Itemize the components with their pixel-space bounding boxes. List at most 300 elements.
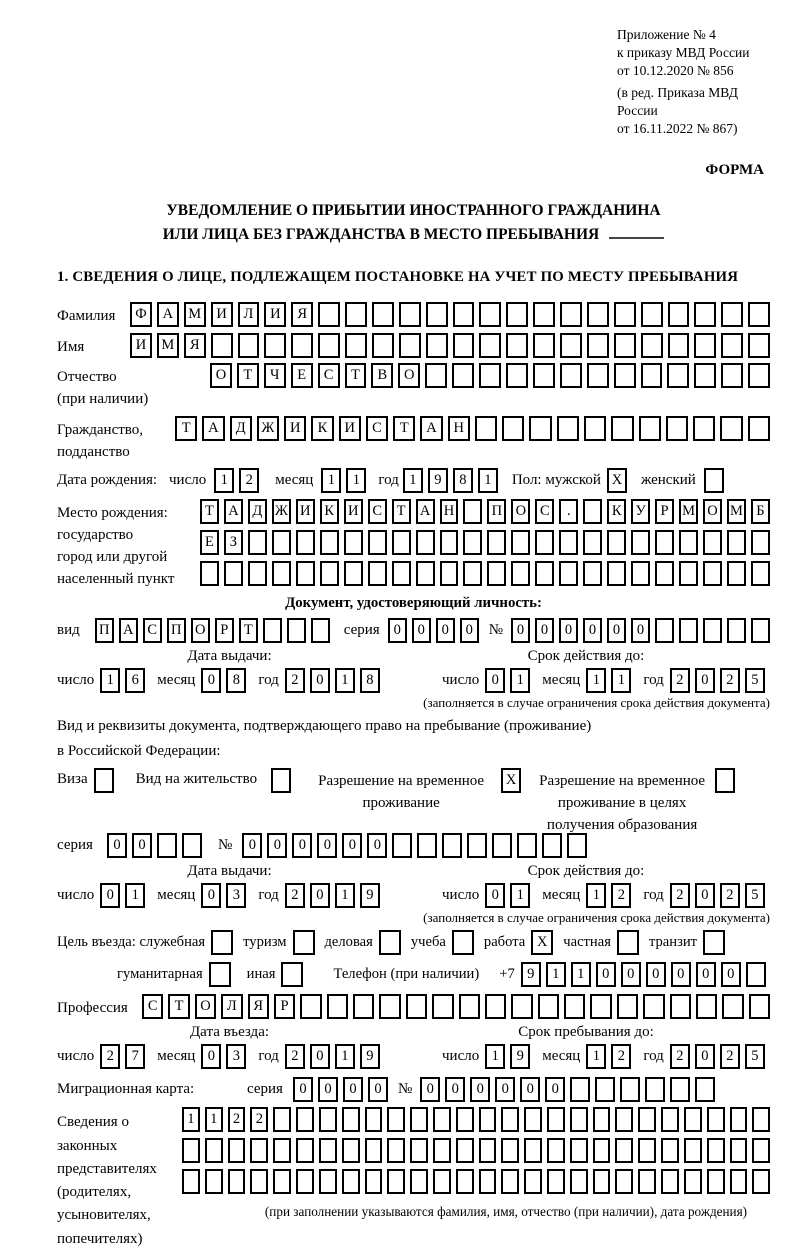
char-box[interactable]: Л [238, 302, 260, 327]
char-box[interactable]: Д [230, 416, 252, 441]
char-box[interactable] [319, 1138, 337, 1163]
humanitarian-checkbox[interactable] [209, 962, 231, 987]
char-box[interactable]: 0 [368, 1077, 388, 1102]
char-box[interactable]: 0 [318, 1077, 338, 1102]
char-box[interactable] [392, 530, 411, 555]
char-box[interactable] [248, 530, 267, 555]
char-box[interactable]: К [607, 499, 626, 524]
char-box[interactable]: 0 [607, 618, 626, 643]
char-box[interactable]: 1 [321, 468, 341, 493]
char-box[interactable]: 0 [445, 1077, 465, 1102]
char-box[interactable]: 0 [420, 1077, 440, 1102]
char-box[interactable] [638, 1107, 656, 1132]
char-box[interactable] [320, 561, 339, 586]
char-box[interactable] [547, 1169, 565, 1194]
char-box[interactable]: 1 [205, 1107, 223, 1132]
char-box[interactable] [487, 530, 506, 555]
char-box[interactable] [533, 302, 555, 327]
char-box[interactable]: И [339, 416, 361, 441]
char-box[interactable]: 9 [428, 468, 448, 493]
char-box[interactable]: 0 [436, 618, 455, 643]
char-box[interactable]: Т [392, 499, 411, 524]
char-box[interactable]: 0 [646, 962, 666, 987]
char-box[interactable] [406, 994, 427, 1019]
char-box[interactable] [342, 1169, 360, 1194]
char-box[interactable]: П [487, 499, 506, 524]
char-box[interactable] [250, 1169, 268, 1194]
char-box[interactable]: 1 [510, 883, 530, 908]
char-box[interactable]: 0 [100, 883, 120, 908]
char-box[interactable]: 2 [611, 883, 631, 908]
char-box[interactable] [694, 333, 716, 358]
char-box[interactable]: 0 [470, 1077, 490, 1102]
char-box[interactable] [704, 468, 724, 493]
char-box[interactable]: 1 [335, 1044, 355, 1069]
char-box[interactable] [695, 1077, 715, 1102]
char-box[interactable] [727, 561, 746, 586]
char-box[interactable]: П [167, 618, 186, 643]
char-box[interactable] [694, 302, 716, 327]
char-box[interactable] [501, 1169, 519, 1194]
char-box[interactable]: 8 [360, 668, 380, 693]
char-box[interactable] [615, 1169, 633, 1194]
char-box[interactable] [749, 994, 770, 1019]
char-box[interactable] [707, 1107, 725, 1132]
char-box[interactable] [392, 833, 412, 858]
char-box[interactable] [587, 333, 609, 358]
char-box[interactable] [387, 1169, 405, 1194]
char-box[interactable] [296, 561, 315, 586]
char-box[interactable] [479, 1169, 497, 1194]
char-box[interactable]: 2 [285, 668, 305, 693]
char-box[interactable] [645, 1077, 665, 1102]
char-box[interactable]: 2 [239, 468, 259, 493]
char-box[interactable]: 3 [226, 883, 246, 908]
char-box[interactable] [751, 618, 770, 643]
other-checkbox[interactable] [281, 962, 303, 987]
char-box[interactable]: 0 [107, 833, 127, 858]
char-box[interactable] [511, 561, 530, 586]
char-box[interactable]: С [368, 499, 387, 524]
char-box[interactable] [511, 530, 530, 555]
char-box[interactable] [250, 1138, 268, 1163]
char-box[interactable] [387, 1107, 405, 1132]
char-box[interactable] [617, 994, 638, 1019]
char-box[interactable] [456, 1138, 474, 1163]
char-box[interactable] [752, 1169, 770, 1194]
char-box[interactable]: С [142, 994, 163, 1019]
char-box[interactable] [559, 561, 578, 586]
char-box[interactable]: Ж [272, 499, 291, 524]
char-box[interactable] [722, 994, 743, 1019]
char-box[interactable]: 1 [586, 1044, 606, 1069]
char-box[interactable] [607, 530, 626, 555]
char-box[interactable]: Т [393, 416, 415, 441]
char-box[interactable] [211, 333, 233, 358]
char-box[interactable] [296, 1107, 314, 1132]
char-box[interactable]: 0 [721, 962, 741, 987]
char-box[interactable] [668, 333, 690, 358]
char-box[interactable]: И [344, 499, 363, 524]
char-box[interactable] [715, 768, 735, 793]
char-box[interactable] [365, 1138, 383, 1163]
char-box[interactable] [751, 561, 770, 586]
char-box[interactable]: А [420, 416, 442, 441]
char-box[interactable]: 7 [125, 1044, 145, 1069]
char-box[interactable]: Т [237, 363, 259, 388]
char-box[interactable]: Я [184, 333, 206, 358]
char-box[interactable] [287, 618, 306, 643]
char-box[interactable]: 8 [453, 468, 473, 493]
char-box[interactable] [631, 561, 650, 586]
char-box[interactable]: 1 [586, 883, 606, 908]
char-box[interactable] [638, 1169, 656, 1194]
char-box[interactable]: 2 [228, 1107, 246, 1132]
char-box[interactable] [300, 994, 321, 1019]
char-box[interactable]: 1 [100, 668, 120, 693]
char-box[interactable] [296, 530, 315, 555]
char-box[interactable] [727, 618, 746, 643]
char-box[interactable] [344, 530, 363, 555]
char-box[interactable] [679, 618, 698, 643]
char-box[interactable] [638, 1138, 656, 1163]
char-box[interactable]: 0 [292, 833, 312, 858]
char-box[interactable]: 0 [201, 883, 221, 908]
char-box[interactable] [479, 1138, 497, 1163]
char-box[interactable] [615, 1138, 633, 1163]
char-box[interactable] [707, 1138, 725, 1163]
char-box[interactable]: 9 [360, 883, 380, 908]
char-box[interactable]: А [119, 618, 138, 643]
char-box[interactable] [459, 994, 480, 1019]
char-box[interactable] [641, 333, 663, 358]
char-box[interactable]: 0 [201, 1044, 221, 1069]
char-box[interactable]: О [210, 363, 232, 388]
char-box[interactable]: 1 [214, 468, 234, 493]
char-box[interactable] [506, 363, 528, 388]
char-box[interactable] [703, 561, 722, 586]
char-box[interactable]: Д [248, 499, 267, 524]
char-box[interactable]: 1 [335, 883, 355, 908]
char-box[interactable] [410, 1107, 428, 1132]
char-box[interactable]: О [511, 499, 530, 524]
char-box[interactable]: 2 [670, 1044, 690, 1069]
char-box[interactable] [564, 994, 585, 1019]
char-box[interactable] [296, 1169, 314, 1194]
char-box[interactable] [547, 1138, 565, 1163]
char-box[interactable]: Т [345, 363, 367, 388]
char-box[interactable]: Я [248, 994, 269, 1019]
char-box[interactable] [453, 333, 475, 358]
char-box[interactable] [291, 333, 313, 358]
char-box[interactable] [342, 1138, 360, 1163]
char-box[interactable] [502, 416, 524, 441]
char-box[interactable] [748, 416, 770, 441]
char-box[interactable] [661, 1169, 679, 1194]
char-box[interactable]: 0 [460, 618, 479, 643]
char-box[interactable] [379, 994, 400, 1019]
char-box[interactable]: И [264, 302, 286, 327]
char-box[interactable] [535, 530, 554, 555]
char-box[interactable]: 0 [545, 1077, 565, 1102]
char-box[interactable] [228, 1169, 246, 1194]
char-box[interactable]: 0 [495, 1077, 515, 1102]
char-box[interactable]: 0 [596, 962, 616, 987]
char-box[interactable]: Т [239, 618, 258, 643]
char-box[interactable] [593, 1107, 611, 1132]
char-box[interactable] [492, 833, 512, 858]
char-box[interactable] [584, 416, 606, 441]
char-box[interactable] [311, 618, 330, 643]
char-box[interactable] [433, 1169, 451, 1194]
char-box[interactable] [342, 1107, 360, 1132]
char-box[interactable]: А [224, 499, 243, 524]
char-box[interactable]: Р [215, 618, 234, 643]
char-box[interactable] [730, 1169, 748, 1194]
char-box[interactable]: 0 [671, 962, 691, 987]
char-box[interactable]: 0 [367, 833, 387, 858]
char-box[interactable] [271, 768, 291, 793]
char-box[interactable]: К [320, 499, 339, 524]
char-box[interactable] [559, 530, 578, 555]
char-box[interactable] [368, 561, 387, 586]
char-box[interactable]: 2 [100, 1044, 120, 1069]
char-box[interactable]: 1 [510, 668, 530, 693]
char-box[interactable] [511, 994, 532, 1019]
char-box[interactable]: 0 [485, 883, 505, 908]
char-box[interactable]: 0 [310, 1044, 330, 1069]
char-box[interactable]: 0 [621, 962, 641, 987]
char-box[interactable] [416, 530, 435, 555]
char-box[interactable] [721, 333, 743, 358]
char-box[interactable]: 0 [631, 618, 650, 643]
char-box[interactable] [426, 302, 448, 327]
char-box[interactable] [506, 333, 528, 358]
char-box[interactable]: 0 [583, 618, 602, 643]
char-box[interactable] [501, 1138, 519, 1163]
char-box[interactable]: 0 [388, 618, 407, 643]
char-box[interactable] [614, 363, 636, 388]
char-box[interactable]: 0 [412, 618, 431, 643]
char-box[interactable] [368, 530, 387, 555]
char-box[interactable] [345, 333, 367, 358]
char-box[interactable]: 5 [745, 1044, 765, 1069]
char-box[interactable]: 1 [546, 962, 566, 987]
char-box[interactable] [703, 618, 722, 643]
char-box[interactable]: 1 [125, 883, 145, 908]
char-box[interactable] [667, 363, 689, 388]
char-box[interactable]: С [535, 499, 554, 524]
char-box[interactable]: 0 [310, 883, 330, 908]
char-box[interactable] [560, 333, 582, 358]
char-box[interactable] [228, 1138, 246, 1163]
char-box[interactable]: 1 [182, 1107, 200, 1132]
char-box[interactable] [467, 833, 487, 858]
char-box[interactable]: Т [168, 994, 189, 1019]
char-box[interactable]: 0 [535, 618, 554, 643]
char-box[interactable] [583, 499, 602, 524]
char-box[interactable] [643, 994, 664, 1019]
char-box[interactable] [479, 333, 501, 358]
char-box[interactable] [670, 994, 691, 1019]
char-box[interactable] [365, 1169, 383, 1194]
char-box[interactable]: Л [221, 994, 242, 1019]
char-box[interactable]: 2 [720, 1044, 740, 1069]
char-box[interactable]: 2 [720, 883, 740, 908]
char-box[interactable]: М [679, 499, 698, 524]
char-box[interactable] [399, 333, 421, 358]
char-box[interactable] [730, 1107, 748, 1132]
char-box[interactable] [661, 1138, 679, 1163]
char-box[interactable] [345, 302, 367, 327]
char-box[interactable]: 0 [342, 833, 362, 858]
char-box[interactable]: 0 [242, 833, 262, 858]
char-box[interactable] [721, 363, 743, 388]
char-box[interactable] [272, 561, 291, 586]
char-box[interactable] [587, 302, 609, 327]
char-box[interactable]: 0 [695, 883, 715, 908]
char-box[interactable] [707, 1169, 725, 1194]
char-box[interactable] [344, 561, 363, 586]
char-box[interactable]: 9 [521, 962, 541, 987]
char-box[interactable]: 9 [360, 1044, 380, 1069]
char-box[interactable]: В [371, 363, 393, 388]
char-box[interactable]: 0 [695, 1044, 715, 1069]
char-box[interactable] [296, 1138, 314, 1163]
char-box[interactable]: К [311, 416, 333, 441]
char-box[interactable] [372, 302, 394, 327]
char-box[interactable] [679, 561, 698, 586]
char-box[interactable]: И [130, 333, 152, 358]
tourism-checkbox[interactable] [293, 930, 315, 955]
char-box[interactable]: 0 [132, 833, 152, 858]
char-box[interactable] [487, 561, 506, 586]
char-box[interactable] [751, 530, 770, 555]
char-box[interactable] [590, 994, 611, 1019]
char-box[interactable] [182, 1169, 200, 1194]
char-box[interactable]: Я [291, 302, 313, 327]
char-box[interactable]: 1 [571, 962, 591, 987]
char-box[interactable] [410, 1169, 428, 1194]
char-box[interactable] [479, 1107, 497, 1132]
char-box[interactable]: 0 [317, 833, 337, 858]
char-box[interactable]: С [318, 363, 340, 388]
char-box[interactable] [639, 416, 661, 441]
char-box[interactable]: 2 [670, 883, 690, 908]
char-box[interactable]: X [501, 768, 521, 793]
char-box[interactable]: 0 [293, 1077, 313, 1102]
char-box[interactable]: 0 [696, 962, 716, 987]
char-box[interactable]: С [366, 416, 388, 441]
char-box[interactable] [425, 363, 447, 388]
char-box[interactable] [456, 1107, 474, 1132]
char-box[interactable]: 5 [745, 668, 765, 693]
char-box[interactable] [387, 1138, 405, 1163]
char-box[interactable]: П [95, 618, 114, 643]
char-box[interactable]: М [727, 499, 746, 524]
char-box[interactable] [666, 416, 688, 441]
char-box[interactable] [485, 994, 506, 1019]
char-box[interactable] [557, 416, 579, 441]
char-box[interactable] [319, 1169, 337, 1194]
char-box[interactable] [410, 1138, 428, 1163]
char-box[interactable] [182, 1138, 200, 1163]
char-box[interactable] [615, 1107, 633, 1132]
char-box[interactable] [752, 1138, 770, 1163]
char-box[interactable]: 0 [559, 618, 578, 643]
char-box[interactable]: 1 [478, 468, 498, 493]
char-box[interactable] [479, 302, 501, 327]
char-box[interactable] [248, 561, 267, 586]
char-box[interactable] [318, 302, 340, 327]
char-box[interactable] [748, 302, 770, 327]
char-box[interactable] [94, 768, 114, 793]
char-box[interactable] [524, 1138, 542, 1163]
char-box[interactable]: М [184, 302, 206, 327]
char-box[interactable]: Н [448, 416, 470, 441]
char-box[interactable] [517, 833, 537, 858]
char-box[interactable]: 1 [611, 668, 631, 693]
char-box[interactable] [721, 302, 743, 327]
char-box[interactable]: 1 [346, 468, 366, 493]
char-box[interactable] [607, 561, 626, 586]
char-box[interactable] [456, 1169, 474, 1194]
business-checkbox[interactable] [379, 930, 401, 955]
char-box[interactable] [570, 1169, 588, 1194]
char-box[interactable]: 1 [335, 668, 355, 693]
char-box[interactable] [440, 530, 459, 555]
char-box[interactable] [535, 561, 554, 586]
char-box[interactable] [182, 833, 202, 858]
char-box[interactable] [727, 530, 746, 555]
char-box[interactable]: Е [200, 530, 219, 555]
char-box[interactable] [748, 333, 770, 358]
char-box[interactable] [200, 561, 219, 586]
char-box[interactable]: О [191, 618, 210, 643]
char-box[interactable]: У [631, 499, 650, 524]
char-box[interactable]: 0 [267, 833, 287, 858]
char-box[interactable] [684, 1138, 702, 1163]
char-box[interactable] [696, 994, 717, 1019]
char-box[interactable] [501, 1107, 519, 1132]
char-box[interactable] [583, 530, 602, 555]
char-box[interactable] [392, 561, 411, 586]
char-box[interactable]: Р [655, 499, 674, 524]
char-box[interactable] [595, 1077, 615, 1102]
char-box[interactable] [641, 302, 663, 327]
char-box[interactable] [417, 833, 437, 858]
char-box[interactable] [238, 333, 260, 358]
char-box[interactable] [264, 333, 286, 358]
char-box[interactable] [655, 561, 674, 586]
char-box[interactable] [319, 1107, 337, 1132]
char-box[interactable]: И [296, 499, 315, 524]
char-box[interactable] [533, 333, 555, 358]
char-box[interactable]: Ж [257, 416, 279, 441]
char-box[interactable] [432, 994, 453, 1019]
char-box[interactable]: А [157, 302, 179, 327]
char-box[interactable] [463, 499, 482, 524]
char-box[interactable]: 1 [485, 1044, 505, 1069]
char-box[interactable]: 6 [125, 668, 145, 693]
char-box[interactable]: А [416, 499, 435, 524]
char-box[interactable] [655, 530, 674, 555]
char-box[interactable] [529, 416, 551, 441]
char-box[interactable]: И [284, 416, 306, 441]
char-box[interactable] [416, 561, 435, 586]
char-box[interactable] [327, 994, 348, 1019]
char-box[interactable]: 5 [745, 883, 765, 908]
